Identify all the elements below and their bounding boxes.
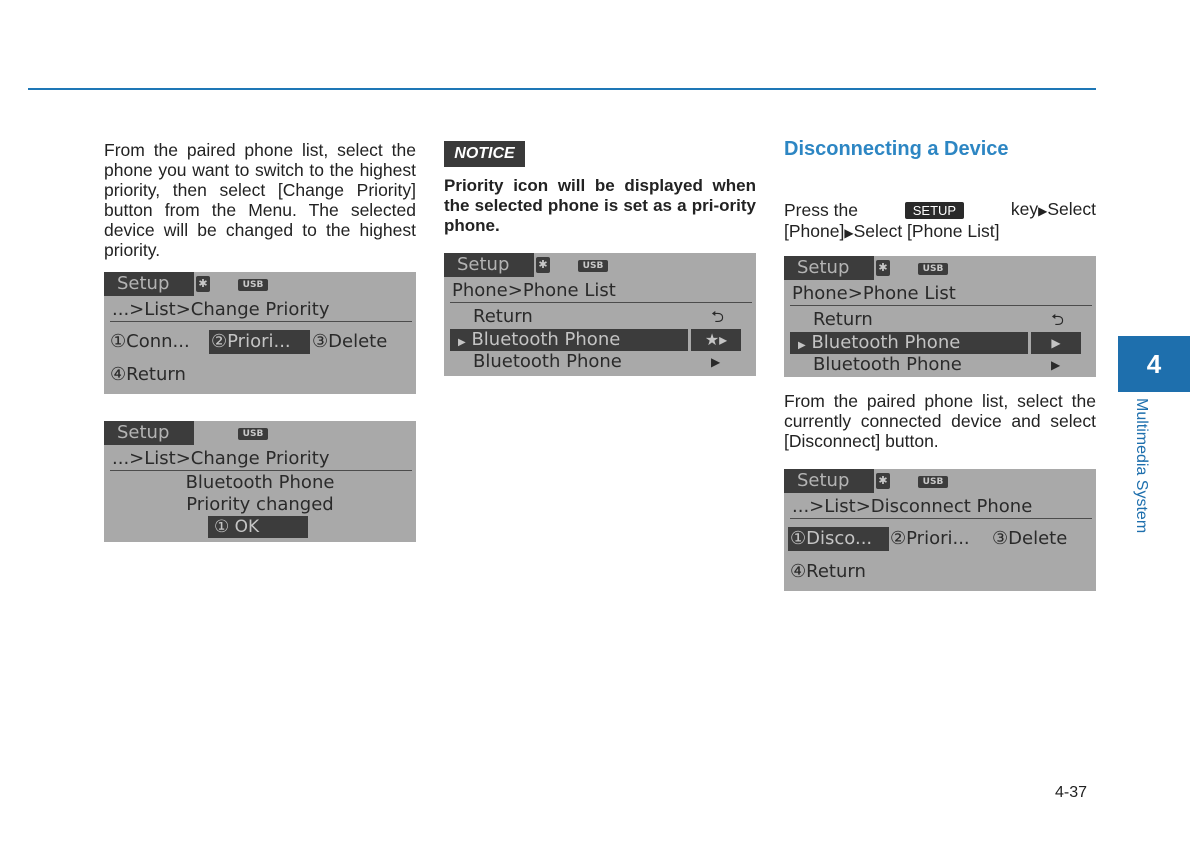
bluetooth-phone-row[interactable]: Bluetooth Phone (473, 351, 622, 372)
select-text: Select (1047, 199, 1096, 219)
return-row[interactable]: Return (473, 306, 533, 327)
priority-instructions: From the paired phone list, select the phone you want to switch to the highest priority, then select [Change Priority] button from the Menu. The selected device will be changed to the highest priority. (104, 140, 416, 260)
usb-icon: USB (238, 428, 268, 440)
lcd-priority-changed (104, 421, 416, 542)
ok-button[interactable]: ① OK (208, 516, 308, 538)
chapter-number-tab: 4 (1118, 336, 1190, 392)
priority-option[interactable]: ②Priori... (890, 528, 970, 549)
setup-tab: Setup (104, 272, 194, 296)
confirm-message: Priority changed (186, 494, 334, 515)
setup-tab: Setup (104, 421, 194, 445)
return-icon: ⮌ (1051, 310, 1064, 329)
connect-option[interactable]: ①Conn... (110, 331, 190, 352)
bluetooth-icon: ✱ (876, 473, 890, 489)
bluetooth-icon: ✱ (876, 260, 890, 276)
notice-label: NOTICE (444, 141, 525, 167)
menu-path: ...>List>Change Priority (110, 296, 412, 322)
usb-icon: USB (918, 476, 948, 488)
lcd-phone-list (784, 256, 1096, 377)
arrow-right-icon: ▶ (711, 355, 721, 369)
disconnect-option[interactable]: ①Disco... (788, 527, 889, 551)
cursor-icon: ▶ (798, 340, 806, 351)
setup-tab: Setup (444, 253, 534, 277)
arrow-right-icon: ▶ (844, 226, 854, 240)
arrow-right-icon: ▶ (1051, 358, 1061, 372)
bluetooth-phone-row-selected[interactable] (450, 329, 688, 351)
setup-key-badge: SETUP (905, 202, 964, 219)
setup-tab: Setup (784, 256, 874, 280)
bluetooth-phone-row-selected[interactable] (790, 332, 1028, 354)
key-text: key (1010, 199, 1039, 219)
lcd-change-priority-menu (104, 272, 416, 394)
usb-icon: USB (578, 260, 608, 272)
lcd-disconnect-menu (784, 469, 1096, 591)
page-number: 4-37 (1055, 784, 1088, 801)
bluetooth-icon: ✱ (196, 276, 210, 292)
section-title: Disconnecting a Device (784, 138, 1009, 160)
setup-tab: Setup (784, 469, 874, 493)
return-option[interactable]: ④Return (110, 364, 186, 385)
arrow-right-icon: ▶ (1031, 332, 1081, 354)
return-option[interactable]: ④Return (790, 561, 866, 582)
bluetooth-phone-row[interactable]: Bluetooth Phone (813, 354, 962, 375)
cursor-icon: ▶ (458, 337, 466, 348)
notice-text: Priority icon will be displayed when the selected phone is set as a pri-ority phone. (444, 176, 756, 235)
phone-list-text: Select [Phone List] (853, 221, 1000, 241)
usb-icon: USB (918, 263, 948, 275)
phone-text: [Phone] (784, 221, 845, 241)
menu-path: Phone>Phone List (450, 277, 752, 303)
usb-icon: USB (238, 279, 268, 291)
device-name: Bluetooth Phone (811, 332, 961, 353)
menu-path: Phone>Phone List (790, 280, 1092, 306)
lcd-phone-list-priority (444, 253, 756, 376)
delete-option[interactable]: ③Delete (312, 331, 388, 352)
chapter-label: Multimedia System (1133, 398, 1150, 534)
setup-key-instructions (784, 199, 1096, 243)
priority-star-icon: ★▸ (691, 329, 741, 351)
header-rule (28, 88, 1096, 90)
menu-path: ...>List>Disconnect Phone (790, 493, 1092, 519)
priority-option[interactable]: ②Priori... (209, 330, 310, 354)
return-icon: ⮌ (711, 307, 724, 326)
menu-path: ...>List>Change Priority (110, 445, 412, 471)
arrow-right-icon: ▶ (1038, 204, 1048, 218)
disconnect-instructions: From the paired phone list, select the currently connected device and select [Disconnect] button. (784, 391, 1096, 451)
delete-option[interactable]: ③Delete (992, 528, 1068, 549)
confirm-device: Bluetooth Phone (185, 472, 335, 493)
press-text: Press the (784, 200, 858, 220)
device-name: Bluetooth Phone (471, 329, 621, 350)
bluetooth-icon: ✱ (536, 257, 550, 273)
return-row[interactable]: Return (813, 309, 873, 330)
